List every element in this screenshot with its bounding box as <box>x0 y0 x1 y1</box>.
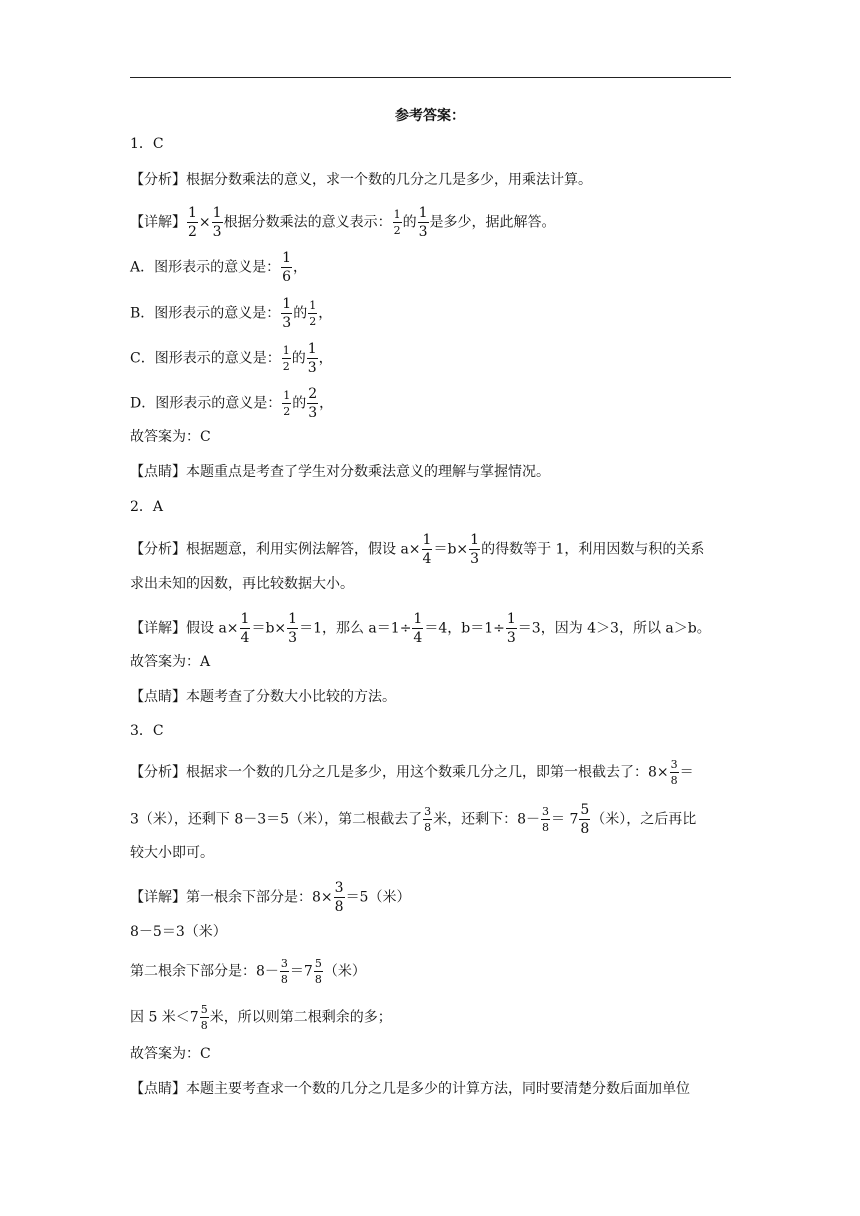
q2-analysis-line2: 求出未知的因数，再比较数据大小。 <box>130 576 354 592</box>
q3-number: 3．C <box>130 723 164 739</box>
page-title: 参考答案： <box>395 108 465 124</box>
fraction: $\frac{3}{8}$ <box>280 957 288 986</box>
fraction: $\frac{5}{8}$ <box>314 957 322 986</box>
fraction: $\frac{1}{2}$ <box>283 389 291 418</box>
q3-calc: 8－5＝3（米） <box>130 924 227 940</box>
fraction: $\frac{1}{3}$ <box>470 532 480 567</box>
q2-analysis: 【分析】根据题意，利用实例法解答，假设 a× $\frac{1}{4}$ ＝b× $\frac{1}{3}$ 的得数等于 1，利用因数与积的关系 <box>130 532 705 567</box>
fraction: $\frac{1}{2}$ <box>282 344 290 373</box>
fraction: $\frac{1}{3}$ <box>212 205 222 240</box>
q3-answer: 故答案为：C <box>130 1046 211 1062</box>
q3-detail: 【详解】第一根余下部分是：8× $\frac{3}{8}$ ＝5（米） <box>130 880 411 915</box>
q1-analysis: 【分析】根据分数乘法的意义，求一个数的几分之几是多少，用乘法计算。 <box>130 172 592 188</box>
q3-comment: 【点睛】本题主要考查求一个数的几分之几是多少的计算方法，同时要清楚分数后面加单位 <box>130 1081 690 1097</box>
fraction: $\frac{1}{2}$ <box>309 299 317 328</box>
fraction: $\frac{2}{3}$ <box>308 386 318 421</box>
q1-option-b: B．图形表示的意义是： $\frac{1}{3}$ 的 $\frac{1}{2}$ ， <box>130 296 333 331</box>
q1-option-a: A．图形表示的意义是： $\frac{1}{6}$ ， <box>130 250 308 285</box>
q3-analysis: 【分析】根据求一个数的几分之几是多少，用这个数乘几分之几，即第一根截去了：8× $\frac{3}{8}$ ＝ <box>130 758 694 787</box>
q2-comment: 【点睛】本题考查了分数大小比较的方法。 <box>130 689 396 705</box>
q1-detail: 【详解】 $\frac{1}{2}$ × $\frac{1}{3}$ 根据分数乘法的意义表示： $\frac{1}{2}$ 的 $\frac{1}{3}$ 是多少，据此解答。 <box>130 205 556 240</box>
q1-option-c: C．图形表示的意义是： $\frac{1}{2}$ 的 $\frac{1}{3}$ ， <box>130 341 333 376</box>
q1-comment: 【点睛】本题重点是考查了学生对分数乘法意义的理解与掌握情况。 <box>130 464 550 480</box>
fraction: $\frac{1}{2}$ <box>393 208 401 237</box>
q3-analysis-line3: 较大小即可。 <box>130 845 214 861</box>
q1-number: 1．C <box>130 136 164 152</box>
q3-analysis-line2: 3（米），还剩下 8－3＝5（米），第二根截去了 $\frac{3}{8}$ 米，还剩下：8－ $\frac{3}{8}$ ＝ 7 $\frac{5}{8}$ （米），之后再比 <box>130 802 697 837</box>
fraction: $\frac{1}{3}$ <box>282 296 292 331</box>
fraction: $\frac{1}{3}$ <box>506 611 516 646</box>
fraction: $\frac{1}{6}$ <box>282 250 292 285</box>
fraction: $\frac{1}{2}$ <box>188 205 197 240</box>
fraction: $\frac{3}{8}$ <box>542 805 549 834</box>
q3-compare: 因 5 米＜7 $\frac{5}{8}$ 米，所以则第二根剩余的多； <box>130 1003 392 1032</box>
fraction: $\frac{3}{8}$ <box>334 880 344 915</box>
fraction: $\frac{1}{3}$ <box>418 205 428 240</box>
q3-second: 第二根余下部分是：8－ $\frac{3}{8}$ ＝7 $\frac{5}{8}$ （米） <box>130 957 366 986</box>
q1-answer: 故答案为：C <box>130 429 211 445</box>
fraction: $\frac{5}{8}$ <box>580 802 590 837</box>
header-rule <box>130 77 731 78</box>
q2-answer: 故答案为：A <box>130 654 211 670</box>
fraction: $\frac{1}{4}$ <box>240 611 250 646</box>
fraction: $\frac{1}{4}$ <box>422 532 432 567</box>
q1-option-d: D．图形表示的意义是： $\frac{1}{2}$ 的 $\frac{2}{3}$ ， <box>130 386 334 421</box>
fraction: $\frac{1}{3}$ <box>288 611 298 646</box>
fraction: $\frac{3}{8}$ <box>424 805 432 834</box>
fraction: $\frac{3}{8}$ <box>670 758 678 787</box>
fraction: $\frac{5}{8}$ <box>200 1003 208 1032</box>
q2-number: 2．A <box>130 499 164 515</box>
fraction: $\frac{1}{3}$ <box>307 341 317 376</box>
q2-detail: 【详解】假设 a× $\frac{1}{4}$ ＝b× $\frac{1}{3}$ ＝1，那么 a＝1÷ $\frac{1}{4}$ ＝4，b＝1÷ $\frac{1}{3}$ ＝3，因为 4＞3，所以 a＞b。 <box>130 611 711 646</box>
fraction: $\frac{1}{4}$ <box>413 611 423 646</box>
